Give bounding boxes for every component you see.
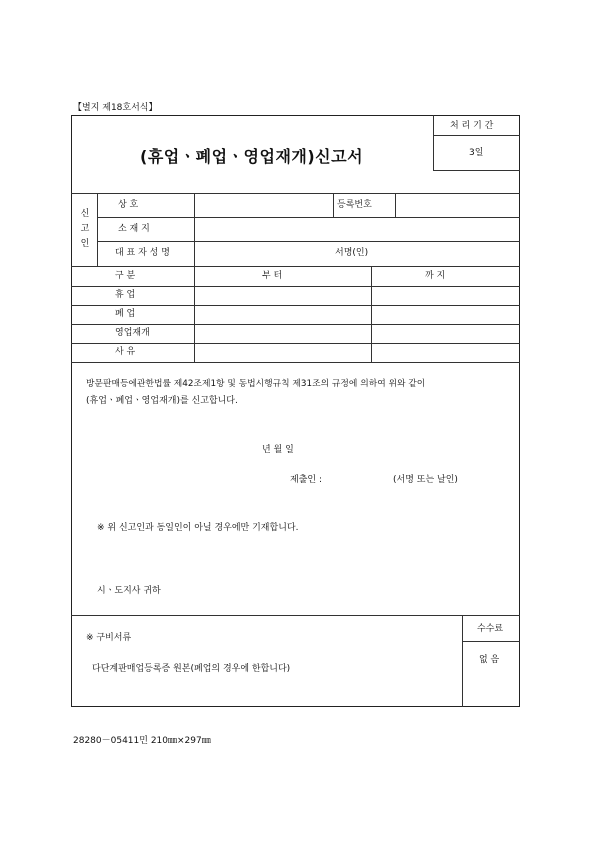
fee-column-divider	[462, 615, 463, 707]
fee-label: 수수료	[477, 624, 504, 634]
period-header-bottom	[71, 286, 520, 287]
recipient-line: 시ㆍ도지사 귀하	[97, 586, 161, 596]
from-to-divider	[371, 266, 372, 362]
to-header: 까 지	[425, 271, 446, 281]
section-divider-reporter	[71, 193, 520, 194]
registration-number-label: 등록번호	[337, 200, 372, 210]
fee-divider	[462, 641, 520, 642]
footer-spec: 28280－05411민 210㎜×297㎜	[73, 736, 211, 746]
representative-name-label: 대 표 자 성 명	[115, 248, 170, 258]
declaration-line-2: (휴업ㆍ폐업ㆍ영업재개)를 신고합니다.	[86, 396, 238, 406]
fee-value: 없 음	[479, 655, 500, 665]
processing-box-left	[433, 115, 434, 170]
row-label-closure: 폐 업	[115, 309, 136, 319]
reporter-side-label: 신고인	[80, 209, 90, 249]
reporter-side-divider	[97, 193, 98, 266]
row-label-suspension: 휴 업	[115, 290, 136, 300]
required-documents-label: ※ 구비서류	[86, 633, 132, 643]
declaration-line-1: 방문판매등에관한법률 제42조제1항 및 동법시행규칙 제31조의 규정에 의하여 위와 같이	[86, 379, 426, 389]
reg-no-left	[333, 193, 334, 217]
processing-period-label: 처 리 기 간	[450, 121, 494, 131]
row-label-resumption: 영업재개	[115, 328, 150, 338]
documents-section-top	[71, 615, 520, 616]
period-row-divider-1	[71, 305, 520, 306]
trade-name-label: 상 호	[118, 200, 139, 210]
label-column-divider	[194, 193, 195, 362]
processing-box-bottom	[433, 170, 520, 171]
submitter-signature-note: (서명 또는 날인)	[393, 475, 458, 485]
signature-mark: 서명(인)	[335, 248, 369, 258]
address-label: 소 재 지	[118, 224, 150, 234]
reg-no-right	[395, 193, 396, 217]
processing-period-value: 3일	[469, 148, 484, 158]
form-number-label: 【별지 제18호서식】	[73, 103, 158, 113]
processing-box-divider	[433, 135, 520, 136]
required-document-item: 다단계판매업등록증 원본(폐업의 경우에 한합니다)	[92, 664, 291, 674]
row-divider-1	[97, 217, 520, 218]
period-table-top	[71, 266, 520, 267]
period-row-divider-2	[71, 324, 520, 325]
page-title: (휴업ㆍ폐업ㆍ영업재개)신고서	[140, 147, 364, 166]
report-form	[71, 115, 520, 707]
category-header: 구 분	[115, 271, 136, 281]
row-label-reason: 사 유	[115, 347, 136, 357]
period-table-bottom	[71, 362, 520, 363]
submitter-label: 제출인 :	[290, 475, 322, 485]
period-row-divider-3	[71, 343, 520, 344]
from-header: 부 터	[262, 271, 283, 281]
row-divider-2	[97, 241, 520, 242]
date-line: 년 월 일	[262, 445, 294, 455]
same-person-note: ※ 위 신고인과 동일인이 아닐 경우에만 기재합니다.	[97, 523, 299, 533]
